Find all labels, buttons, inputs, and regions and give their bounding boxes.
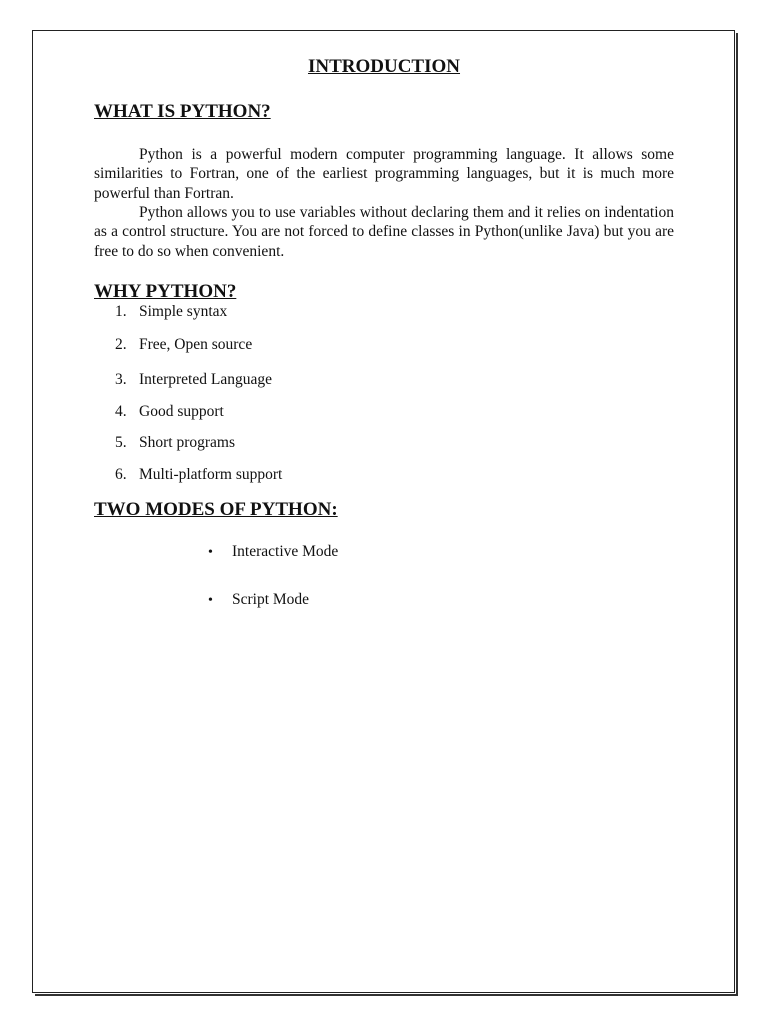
list-item-text: Simple syntax — [139, 303, 228, 320]
bullet-item-script-mode — [208, 591, 309, 609]
list-item-text: Free, Open source — [139, 336, 253, 353]
bullet-item-text: Script Mode — [232, 591, 310, 608]
section-heading-what-is-python: WHAT IS PYTHON? — [94, 101, 271, 122]
list-item-number: 3. — [115, 371, 127, 388]
list-item-text: Interpreted Language — [139, 371, 272, 388]
list-item — [115, 303, 227, 321]
list-item-text: Good support — [139, 403, 224, 420]
bullet-item-text: Interactive Mode — [232, 543, 339, 560]
list-item-text: Multi-platform support — [139, 466, 283, 483]
list-item — [115, 434, 235, 452]
bullet-icon: • — [208, 593, 213, 608]
section-heading-why-python: WHY PYTHON? — [94, 281, 237, 302]
page-title: INTRODUCTION — [307, 56, 461, 77]
paragraph-python-features: Python allows you to use variables without declaring them and it relies on indentation as a control structure. You are not forced to define classes in Python(unlike Java) but you are free to do so when convenient. — [94, 204, 674, 260]
section-heading-two-modes: TWO MODES OF PYTHON: — [94, 499, 338, 520]
paragraph-python-description: Python is a powerful modern computer programming language. It allows some similarities to Fortran, one of the earliest programming languages, but it is much more powerful than Fortran. — [94, 146, 674, 202]
list-item-number: 2. — [115, 336, 127, 353]
list-item — [115, 403, 224, 421]
list-item-number: 6. — [115, 466, 127, 483]
list-item-number: 4. — [115, 403, 127, 420]
list-item-number: 5. — [115, 434, 127, 451]
bullet-icon: • — [208, 545, 213, 560]
bullet-item-interactive-mode — [208, 543, 338, 561]
list-item-text: Short programs — [139, 434, 236, 451]
list-item — [115, 371, 272, 389]
list-item-number: 1. — [115, 303, 127, 320]
list-item — [115, 466, 282, 484]
list-item — [115, 336, 252, 354]
